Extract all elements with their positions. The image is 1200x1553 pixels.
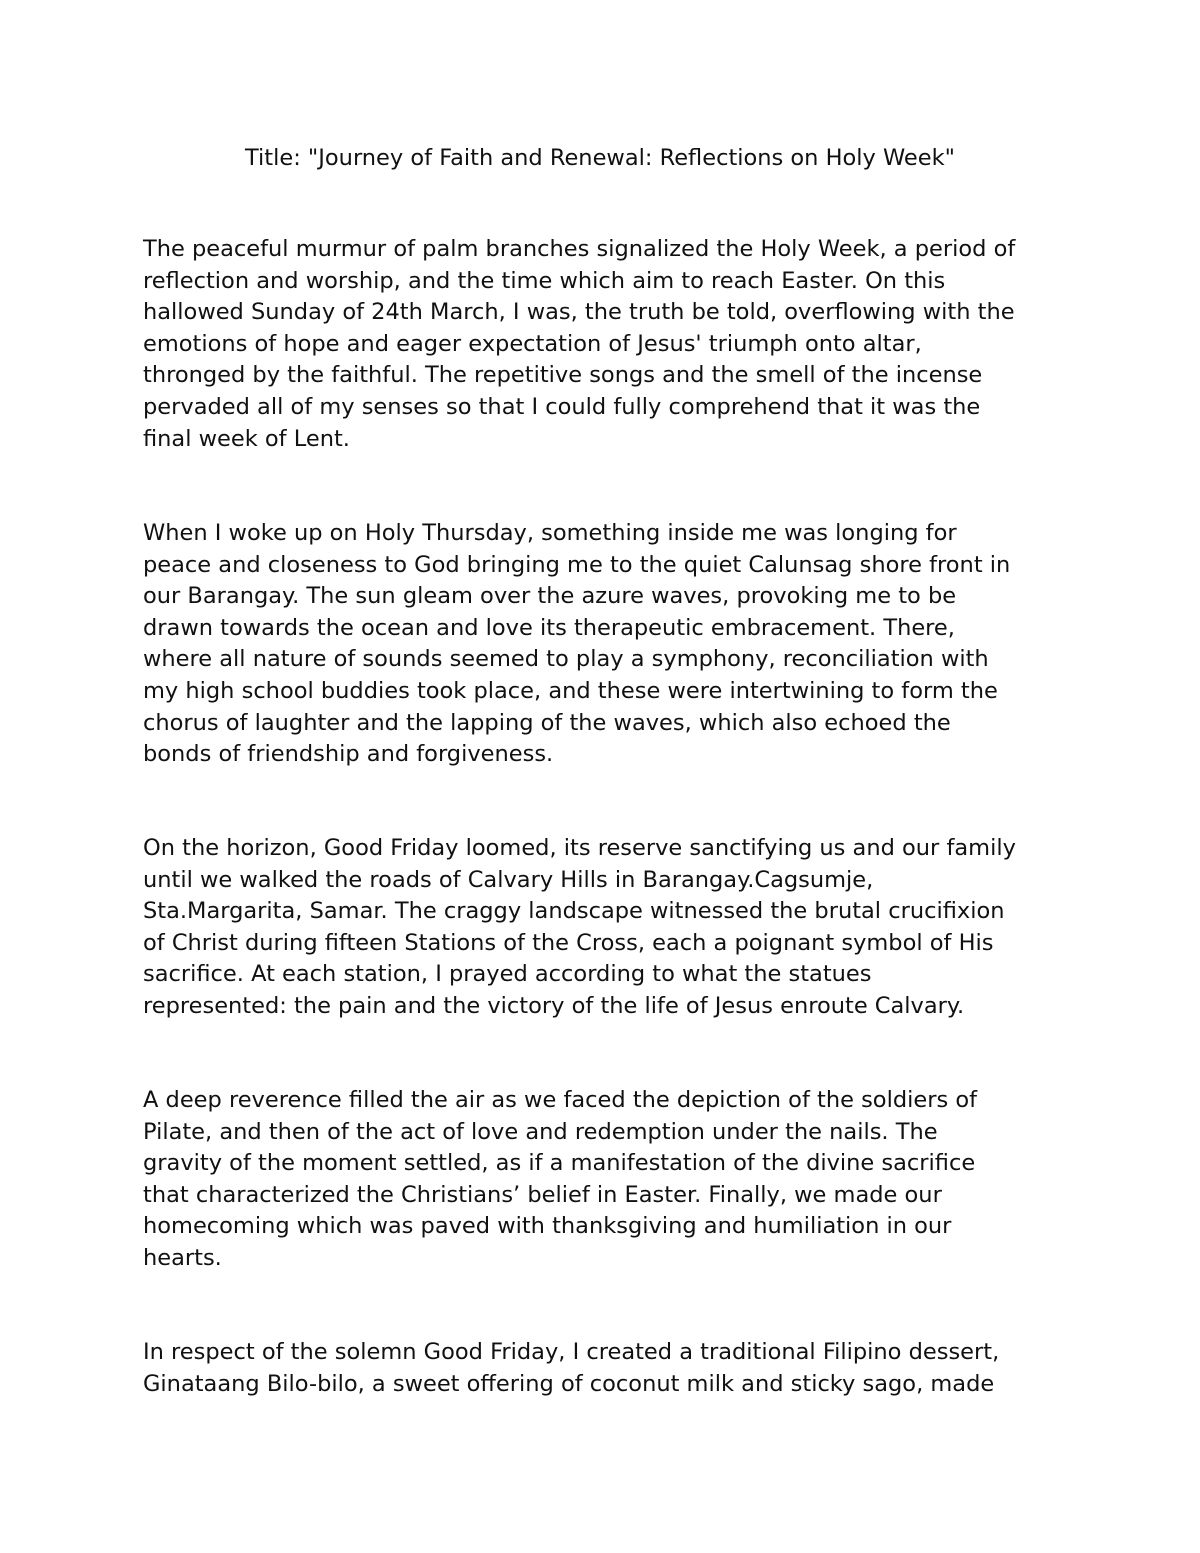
text-line: our Barangay. The sun gleam over the azure waves, provoking me to be xyxy=(143,583,957,610)
text-line: that characterized the Christians’ belief in Easter. Finally, we made our xyxy=(143,1181,942,1208)
text-line: my high school buddies took place, and these were intertwining to form the xyxy=(143,677,998,704)
text-line: Pilate, and then of the act of love and redemption under the nails. The xyxy=(143,1118,938,1145)
text-line: of Christ during fifteen Stations of the Cross, each a poignant symbol of His xyxy=(143,929,994,956)
text-line: final week of Lent. xyxy=(143,425,350,452)
text-line: hallowed Sunday of 24th March, I was, the truth be told, overflowing with the xyxy=(143,299,1015,326)
text-line: emotions of hope and eager expectation of Jesus' triumph onto altar, xyxy=(143,330,922,357)
paragraph-palm-sunday xyxy=(143,234,1083,455)
text-line: hearts. xyxy=(143,1244,222,1271)
paragraph-good-friday xyxy=(143,833,1083,1023)
document-title: Title: "Journey of Faith and Renewal: Reflections on Holy Week" xyxy=(244,145,955,171)
text-line: pervaded all of my senses so that I could fully comprehend that it was the xyxy=(143,393,981,420)
text-line: until we walked the roads of Calvary Hills in Barangay.Cagsumje, xyxy=(143,866,874,893)
text-line: chorus of laughter and the lapping of the waves, which also echoed the xyxy=(143,709,951,736)
text-line: The peaceful murmur of palm branches signalized the Holy Week, a period of xyxy=(143,236,1016,262)
text-line: represented: the pain and the victory of the life of Jesus enroute Calvary. xyxy=(143,992,965,1019)
text-line: When I woke up on Holy Thursday, something inside me was longing for xyxy=(143,520,957,546)
text-line: On the horizon, Good Friday loomed, its reserve sanctifying us and our family xyxy=(143,835,1016,861)
text-line: bonds of friendship and forgiveness. xyxy=(143,741,554,768)
text-line: peace and closeness to God bringing me to the quiet Calunsag shore front in xyxy=(143,551,1011,578)
paragraph-dessert xyxy=(143,1337,1083,1400)
text-line: thronged by the faithful. The repetitive songs and the smell of the incense xyxy=(143,362,983,389)
text-line: In respect of the solemn Good Friday, I created a traditional Filipino dessert, xyxy=(143,1339,1000,1365)
paragraph-holy-thursday xyxy=(143,518,1083,771)
text-line: sacrifice. At each station, I prayed according to what the statues xyxy=(143,961,872,988)
text-line: Ginataang Bilo-bilo, a sweet offering of coconut milk and sticky sago, made xyxy=(143,1370,995,1397)
text-line: gravity of the moment settled, as if a manifestation of the divine sacrifice xyxy=(143,1150,976,1177)
text-line: A deep reverence filled the air as we faced the depiction of the soldiers of xyxy=(143,1087,978,1113)
text-line: drawn towards the ocean and love its therapeutic embracement. There, xyxy=(143,614,955,641)
text-line: homecoming which was paved with thanksgiving and humiliation in our xyxy=(143,1213,952,1240)
text-line: where all nature of sounds seemed to play a symphony, reconciliation with xyxy=(143,646,989,673)
text-line: reflection and worship, and the time which aim to reach Easter. On this xyxy=(143,267,946,294)
paragraph-reverence xyxy=(143,1085,1083,1275)
text-line: Sta.Margarita, Samar. The craggy landscape witnessed the brutal crucifixion xyxy=(143,898,1005,925)
